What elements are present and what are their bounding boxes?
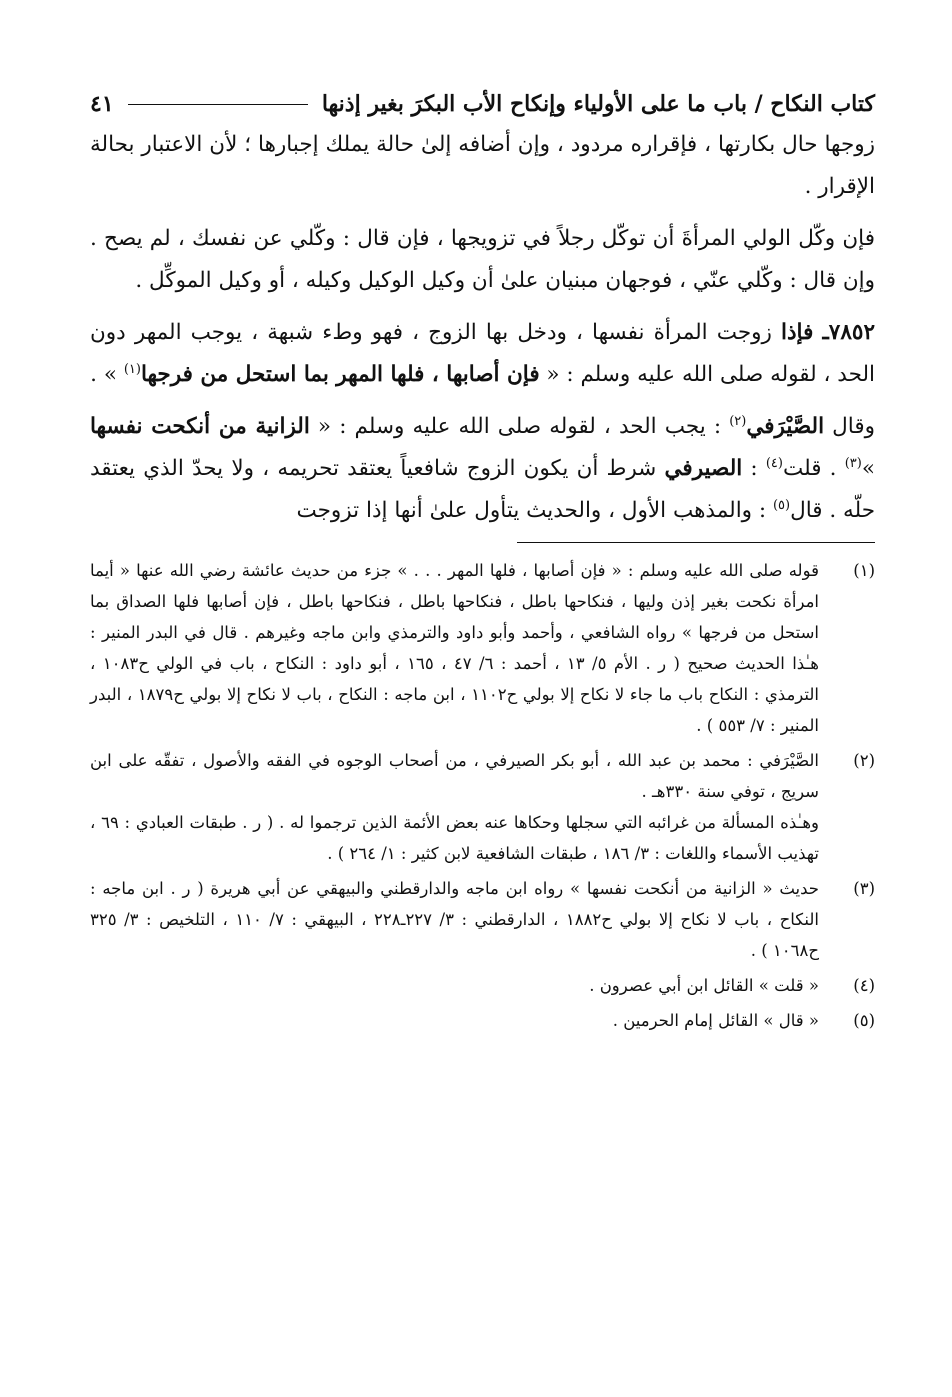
footnote-ref-5[interactable]: (٥) xyxy=(772,497,791,513)
footnote-ref-3[interactable]: (٣) xyxy=(844,455,862,471)
footnote-text: حديث « الزانية من أنكحت نفسها » رواه ابن ماجه والدارقطني والبيهقي عن أبي هريرة ( ر . ابن ماجه : النكاح ، باب لا نكاح إلا بولي ح١٨٨٢ ، الدارقطني : ٣/ ٢٢٧ـ٢٢٨ ، البيهقي : ٧/ ١١٠ ، التلخيص : ٣/ ٣٢٥ ح١٠٦٨ ) . xyxy=(90,879,819,960)
footnote-number: (٣) xyxy=(853,879,875,898)
p4-g: : والمذهب الأول ، والحديث يتأول علىٰ أنها إذا تزوجت xyxy=(296,498,773,523)
p3-end: » . xyxy=(90,362,124,387)
paragraph-3 xyxy=(90,312,875,396)
footnote-number: (٤) xyxy=(853,976,875,995)
header-rule xyxy=(128,104,308,105)
p3-lead: فإذا xyxy=(781,320,814,345)
footnote-separator xyxy=(517,542,875,543)
footnote-4 xyxy=(90,970,875,1001)
footnote-2 xyxy=(90,745,875,869)
running-header xyxy=(90,84,875,124)
p4-b: : يجب الحد ، لقوله صلى الله عليه وسلم : « xyxy=(309,414,730,439)
hadith-quote-1: فإن أصابها ، فلها المهر بما استحل من فرجها xyxy=(140,362,540,387)
footnote-5 xyxy=(90,1005,875,1036)
footnote-text: الصَّيْرَفي : محمد بن عبد الله ، أبو بكر الصيرفي ، من أصحاب الوجوه في الفقه والأصول ، تفقّه على ابن سريج ، توفي سنة ٣٣٠هـ . xyxy=(90,751,819,801)
scholar-name: الصَّيْرَفي xyxy=(746,414,825,439)
footnote-ref-2[interactable]: (٢) xyxy=(729,413,747,429)
p4-e: : xyxy=(742,456,766,481)
footnote-text: قوله صلى الله عليه وسلم : « فإن أصابها ، فلها المهر . . . » جزء من حديث عائشة رضي الله عنها « أيما امرأة نكحت بغير إذن وليها ، فنكاحها باطل ، فنكاحها باطل ، فنكاحها باطل ، فإن أصابها فلها الصداق بما استحل من فرجها » رواه الشافعي ، وأحمد وأبو داود والترمذي وابن ماجه وغيرهم . قال في البدر المنير : هـٰذا الحديث صحيح ( ر . الأم ٥/ ١٣ ، أحمد : ٦/ ٤٧ ، ١٦٥ ، أبو داود : النكاح ، باب في الولي ح١٠٨٣ ، الترمذي : النكاح باب ما جاء لا نكاح إلا بولي ح١١٠٢ ، ابن ماجه : النكاح ، باب لا نكاح إلا بولي ح١٨٧٩ ، البدر المنير : ٧/ ٥٥٣ ) . xyxy=(90,561,819,735)
hadith-quote-2: الزانية من أنكحت نفسها xyxy=(90,414,310,439)
paragraph-4 xyxy=(90,406,875,532)
footnotes xyxy=(90,555,875,1036)
scholar-name-2: الصيرفي xyxy=(664,456,743,481)
p4-c: » xyxy=(861,456,875,481)
footnote-number: (١) xyxy=(853,561,875,580)
footnote-text: « قلت » القائل ابن أبي عصرون . xyxy=(589,976,819,995)
paragraph-1: زوجها حال بكارتها ، فإقراره مردود ، وإن أضافه إلىٰ حالة يملك إجبارها ؛ لأن الاعتبار بحالة الإقرار . xyxy=(90,132,875,199)
paragraph-2: فإن وكّل الولي المرأةَ أن توكّل رجلاً في تزويجها ، فإن قال : وكّلي عن نفسك ، لم يصح . وإن قال : وكّلي عنّي ، فوجهان مبنيان علىٰ أن وكيل الوكيل وكيله ، أو وكيل الموكِّل . xyxy=(90,226,875,293)
p4-a: وقال xyxy=(824,414,875,439)
page-number: ٤١ xyxy=(90,91,114,117)
main-text xyxy=(90,124,875,532)
p4-d: . قلت xyxy=(782,456,845,481)
footnote-text-continued: وهـٰذه المسألة من غرائبه التي سجلها وحكاها عنه بعض الأئمة الذين ترجموا له . ( ر . طبقات العبادي : ٦٩ ، تهذيب الأسماء واللغات : ٣/ ١٨٦ ، طبقات الشافعية لابن كثير : ١/ ٢٦٤ ) . xyxy=(90,813,819,863)
footnote-number: (٥) xyxy=(853,1011,875,1030)
footnote-1 xyxy=(90,555,875,741)
p4-f: شرط أن يكون الزوج شافعياً يعتقد تحريمه ، ولا يحدّ الذي يعتقد حلّه . قال xyxy=(90,456,875,523)
header-title: كتاب النكاح / باب ما على الأولياء وإنكاح الأب البكرَ بغير إذنها xyxy=(321,91,875,117)
footnote-ref-4[interactable]: (٤) xyxy=(765,455,783,471)
page xyxy=(90,84,875,1040)
p3-text: زوجت المرأة نفسها ، ودخل بها الزوج ، فهو وطء شبهة ، يوجب المهر دون الحد ، لقوله صلى الله عليه وسلم : « xyxy=(90,320,875,387)
footnote-number: (٢) xyxy=(853,751,875,770)
footnote-3 xyxy=(90,873,875,966)
issue-number: ٧٨٥٢ـ xyxy=(822,320,875,345)
footnote-text: « قال » القائل إمام الحرمين . xyxy=(612,1011,819,1030)
footnote-ref-1[interactable]: (١) xyxy=(123,361,141,377)
footnote-separator-wrap xyxy=(90,532,875,555)
